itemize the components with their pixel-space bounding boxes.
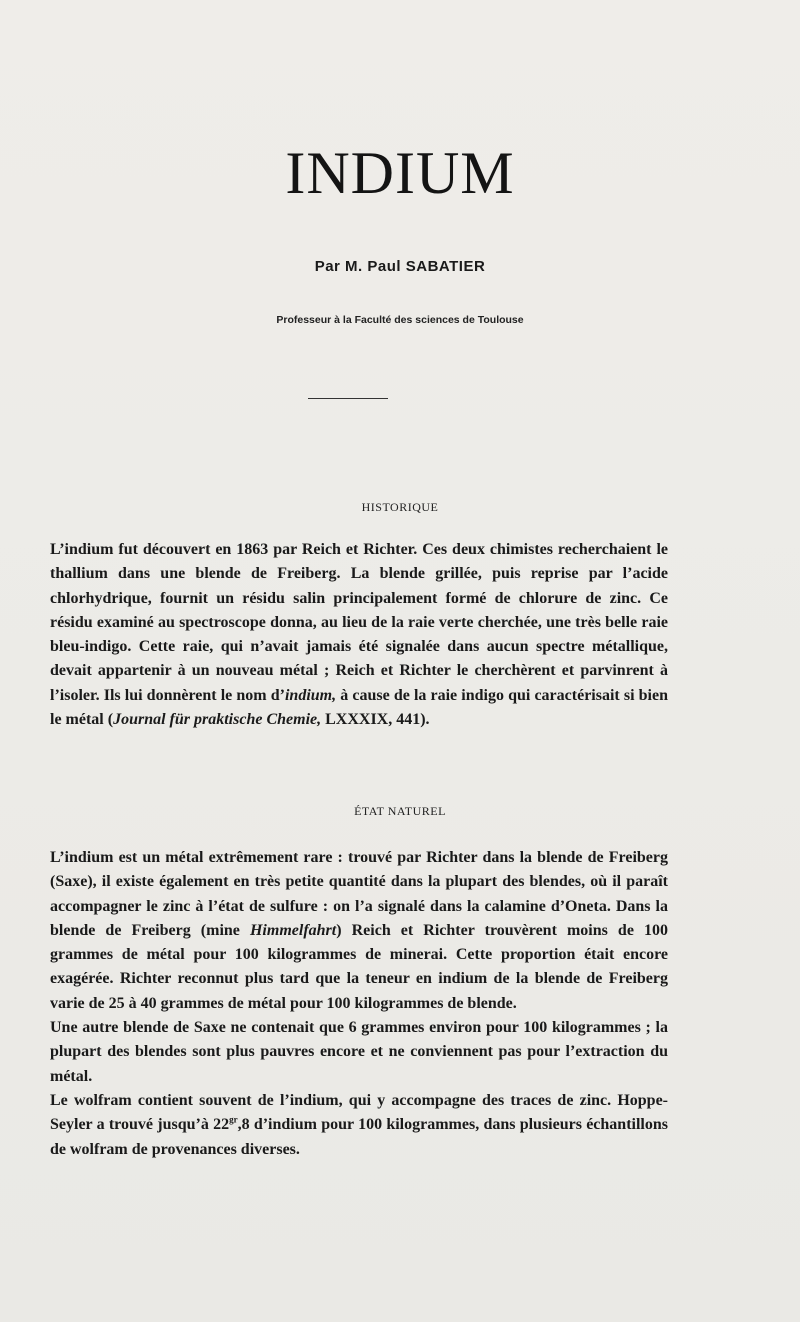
etat-naturel-body bbox=[50, 846, 668, 1162]
section-heading-historique: HISTORIQUE bbox=[361, 500, 439, 514]
italic-journal-title: Journal für praktische Chemie, bbox=[113, 711, 322, 729]
title-divider bbox=[308, 398, 388, 399]
text-run: Le wolfram contient souvent de l’indium, qui y accompagne des traces de zinc. Hoppe-Seyler a trouvé jusqu’à 22 bbox=[50, 1091, 668, 1134]
text-run: ,8 d’indium pour 100 kilogrammes, dans plusieurs échantillons de wolfram de provenances diverses. bbox=[50, 1116, 668, 1158]
text-run: L’indium est un métal extrêmement rare : trouvé par Richter dans la blende de Freiberg (Saxe), il existe également en très petite quantité dans la plupart des blendes, où il paraît accompagner le zinc à l’état de sulfure : on l’a signalé dans la calamine d’Oneta. Dans la blende de Freiberg (mine bbox=[50, 849, 668, 939]
italic-mine-name: Himmelfahrt bbox=[249, 921, 337, 939]
italic-term-indium: indium, bbox=[284, 686, 337, 704]
etat-paragraph-3 bbox=[50, 1089, 668, 1162]
author-affiliation: Professeur à la Faculté des sciences de Toulouse bbox=[276, 314, 524, 326]
etat-paragraph-1 bbox=[50, 846, 668, 1016]
text-run: à cause de la raie indigo qui caractérisait si bien le métal ( bbox=[50, 686, 668, 729]
etat-paragraph-2: Une autre blende de Saxe ne contenait que 6 grammes environ pour 100 kilogrammes ; la plupart des blendes sont plus pauvres encore et ne conviennent pas pour l’extraction du métal. bbox=[50, 1019, 668, 1085]
text-run: L’indium fut découvert en 1863 par Reich et Richter. Ces deux chimistes recherchaient le thallium dans une blende de Freiberg. La blende grillée, puis reprise par l’acide chlorhydrique, fournit un résidu salin principalement formé de chlorure de zinc. Ce résidu examiné au spectroscope donna, au lieu de la raie verte cherchée, une très belle raie bleu-indigo. Cette raie, qui n’avait jamais été signalée dans aucun spectre métallique, devait appartenir à un nouveau métal ; Reich et Richter le cherchèrent et parvinrent à l’isoler. Ils lui donnèrent le nom d’ bbox=[50, 541, 668, 704]
text-run: LXXXIX, 441). bbox=[321, 711, 430, 729]
superscript-unit: gr bbox=[229, 1114, 238, 1125]
text-run: ) Reich et Richter trouvèrent moins de 100 grammes de métal pour 100 kilogrammes de minerai. Cette proportion était encore exagérée. Richter reconnut plus tard que la teneur en indium de la blende de Freiberg varie de 25 à 40 grammes de métal pour 100 kilogrammes de blende. bbox=[50, 921, 669, 1012]
historique-body bbox=[50, 538, 668, 732]
section-heading-etat-naturel: ÉTAT NATUREL bbox=[354, 804, 446, 818]
page-title: INDIUM bbox=[285, 140, 515, 206]
historique-paragraph bbox=[50, 538, 668, 732]
author-line: Par M. Paul SABATIER bbox=[314, 258, 486, 275]
